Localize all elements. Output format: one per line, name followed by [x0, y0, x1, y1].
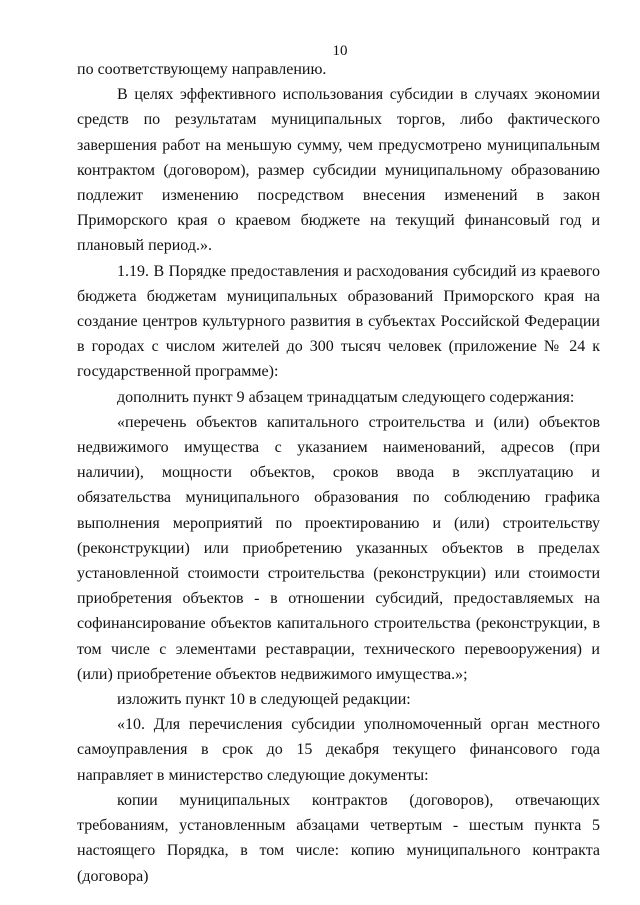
document-body — [77, 57, 600, 889]
paragraph-subsidy-economy: В целях эффективного использования субсидии в случаях экономии средств по результатам муниципальных торгов, либо фактического завершения работ на меньшую сумму, чем предусмотрено муниципальным контрактом (договором), размер субсидии муниципальному образованию подлежит изменению посредством внесения изменений в закон Приморского края о краевом бюджете на текущий финансовый год и плановый период.». — [77, 86, 600, 255]
paragraph-item-10: «10. Для перечисления субсидии уполномоченный орган местного самоуправления в срок до 15 декабря текущего финансового года направляет в министерство следующие документы: — [77, 716, 600, 784]
paragraph-contract-copies: копии муниципальных контрактов (договоров), отвечающих требованиям, установленным абзацами четвертым - шестым пункта 5 настоящего Порядка, в том числе: копию муниципального контракта (договора) — [77, 791, 600, 885]
paragraph-add-item-9: дополнить пункт 9 абзацем тринадцатым следующего содержания: — [117, 388, 575, 406]
paragraph-continuation: по соответствующему направлению. — [77, 61, 327, 78]
paragraph-objects-list: «перечень объектов капитального строительства и (или) объектов недвижимого имущества с указанием наименований, адресов (при наличии), мощности объектов, сроков ввода в эксплуатацию и обязательства муниципального образования по соблюдению графика выполнения мероприятий по проектированию и (или) строительству (реконструкции) или приобретению указанных объектов в пределах установленной стоимости строительства (реконструкции) или стоимости приобретения объектов - в отношении субсидий, предоставляемых на софинансирование объектов капитального строительства (реконструкции, в том числе с элементами реставрации, технического перевооружения) и (или) приобретение объектов недвижимого имущества.»; — [77, 413, 600, 683]
paragraph-restate-item-10: изложить пункт 10 в следующей редакции: — [117, 691, 411, 709]
page-number: 10 — [332, 43, 348, 59]
paragraph-item-1-19: 1.19. В Порядке предоставления и расходования субсидий из краевого бюджета бюджетам муниципальных образований Приморского края на создание центров культурного развития в субъектах Российской Федерации в городах с числом жителей до 300 тысяч человек (приложение № 24 к государственной программе): — [77, 262, 600, 381]
